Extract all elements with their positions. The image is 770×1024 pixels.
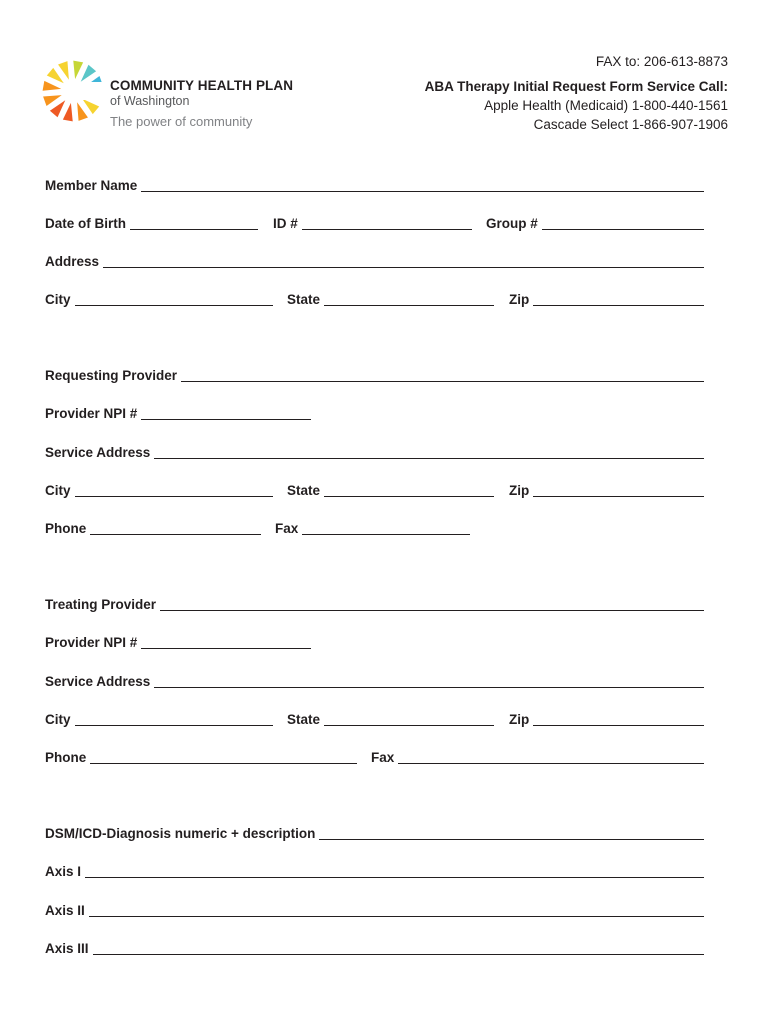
- requesting-zip-field[interactable]: [509, 481, 704, 499]
- input-line[interactable]: [533, 711, 704, 726]
- field-label: City: [45, 712, 71, 727]
- treating-service-address-field[interactable]: [45, 672, 704, 690]
- brand-name: COMMUNITY HEALTH PLAN: [110, 78, 294, 93]
- input-line[interactable]: [154, 444, 704, 459]
- field-label: Phone: [45, 521, 87, 536]
- field-label: State: [287, 712, 321, 727]
- input-line[interactable]: [141, 405, 311, 420]
- input-line[interactable]: [141, 634, 311, 649]
- cascade-select-phone: Cascade Select 1-866-907-1906: [533, 117, 728, 132]
- requesting-phone-field[interactable]: [45, 519, 261, 537]
- field-label: Zip: [509, 292, 530, 307]
- field-label: Service Address: [45, 674, 151, 689]
- input-line[interactable]: [141, 177, 704, 192]
- input-line[interactable]: [75, 711, 273, 726]
- input-line[interactable]: [93, 940, 704, 955]
- field-label: Fax: [371, 750, 395, 765]
- input-line[interactable]: [324, 711, 494, 726]
- field-label: DSM/ICD-Diagnosis numeric + description: [45, 826, 316, 841]
- field-label: ID #: [273, 216, 298, 231]
- input-line[interactable]: [90, 749, 357, 764]
- field-label: Axis II: [45, 903, 85, 918]
- input-line[interactable]: [533, 482, 704, 497]
- treating-provider-npi-field[interactable]: [45, 633, 311, 651]
- field-label: Service Address: [45, 445, 151, 460]
- field-label: City: [45, 292, 71, 307]
- field-label: Address: [45, 254, 100, 269]
- input-line[interactable]: [90, 520, 261, 535]
- input-line[interactable]: [319, 825, 704, 840]
- field-label: Axis I: [45, 864, 82, 879]
- input-line[interactable]: [302, 520, 470, 535]
- input-line[interactable]: [85, 863, 704, 878]
- field-label: Axis III: [45, 941, 89, 956]
- group-field[interactable]: [486, 214, 704, 232]
- field-label: Zip: [509, 712, 530, 727]
- field-label: City: [45, 483, 71, 498]
- input-line[interactable]: [542, 215, 704, 230]
- requesting-service-address-field[interactable]: [45, 443, 704, 461]
- requesting-provider-npi-field[interactable]: [45, 404, 311, 422]
- city-field[interactable]: [45, 290, 273, 308]
- field-label: Provider NPI #: [45, 406, 138, 421]
- input-line[interactable]: [130, 215, 258, 230]
- date-of-birth-field[interactable]: [45, 214, 258, 232]
- treating-city-field[interactable]: [45, 710, 273, 728]
- state-field[interactable]: [287, 290, 494, 308]
- fax-number: FAX to: 206-613-8873: [595, 54, 728, 69]
- field-label: Provider NPI #: [45, 635, 138, 650]
- id-field[interactable]: [273, 214, 472, 232]
- form-header: [425, 52, 728, 134]
- requesting-provider-field[interactable]: [45, 366, 704, 384]
- axis-3-field[interactable]: [45, 939, 704, 957]
- field-label: Zip: [509, 483, 530, 498]
- input-line[interactable]: [324, 482, 494, 497]
- form-title: ABA Therapy Initial Request Form Service Call:: [424, 79, 728, 94]
- treating-provider-field[interactable]: [45, 595, 704, 613]
- field-label: Date of Birth: [45, 216, 126, 231]
- field-label: Fax: [275, 521, 299, 536]
- field-label: Member Name: [45, 178, 138, 193]
- field-label: Group #: [486, 216, 538, 231]
- zip-field[interactable]: [509, 290, 704, 308]
- field-label: Requesting Provider: [45, 368, 178, 383]
- brand-block: [110, 78, 293, 130]
- treating-phone-field[interactable]: [45, 748, 357, 766]
- treating-fax-field[interactable]: [371, 748, 704, 766]
- input-line[interactable]: [398, 749, 704, 764]
- member-name-field[interactable]: [45, 176, 704, 194]
- input-line[interactable]: [75, 482, 273, 497]
- apple-health-phone: Apple Health (Medicaid) 1-800-440-1561: [484, 98, 728, 113]
- brand-tagline: The power of community: [110, 114, 253, 129]
- requesting-state-field[interactable]: [287, 481, 494, 499]
- input-line[interactable]: [160, 596, 704, 611]
- requesting-fax-field[interactable]: [275, 519, 470, 537]
- input-line[interactable]: [75, 291, 273, 306]
- field-label: Treating Provider: [45, 597, 157, 612]
- input-line[interactable]: [103, 253, 704, 268]
- address-field[interactable]: [45, 252, 704, 270]
- treating-zip-field[interactable]: [509, 710, 704, 728]
- field-label: State: [287, 483, 321, 498]
- input-line[interactable]: [154, 673, 704, 688]
- requesting-city-field[interactable]: [45, 481, 273, 499]
- diagnosis-field[interactable]: [45, 824, 704, 842]
- field-label: State: [287, 292, 321, 307]
- treating-state-field[interactable]: [287, 710, 494, 728]
- brand-sub: of Washington: [110, 94, 190, 108]
- input-line[interactable]: [89, 902, 704, 917]
- axis-1-field[interactable]: [45, 862, 704, 880]
- input-line[interactable]: [181, 367, 704, 382]
- input-line[interactable]: [533, 291, 704, 306]
- sunburst-logo-icon: [42, 58, 104, 124]
- field-label: Phone: [45, 750, 87, 765]
- axis-2-field[interactable]: [45, 901, 704, 919]
- input-line[interactable]: [302, 215, 472, 230]
- input-line[interactable]: [324, 291, 494, 306]
